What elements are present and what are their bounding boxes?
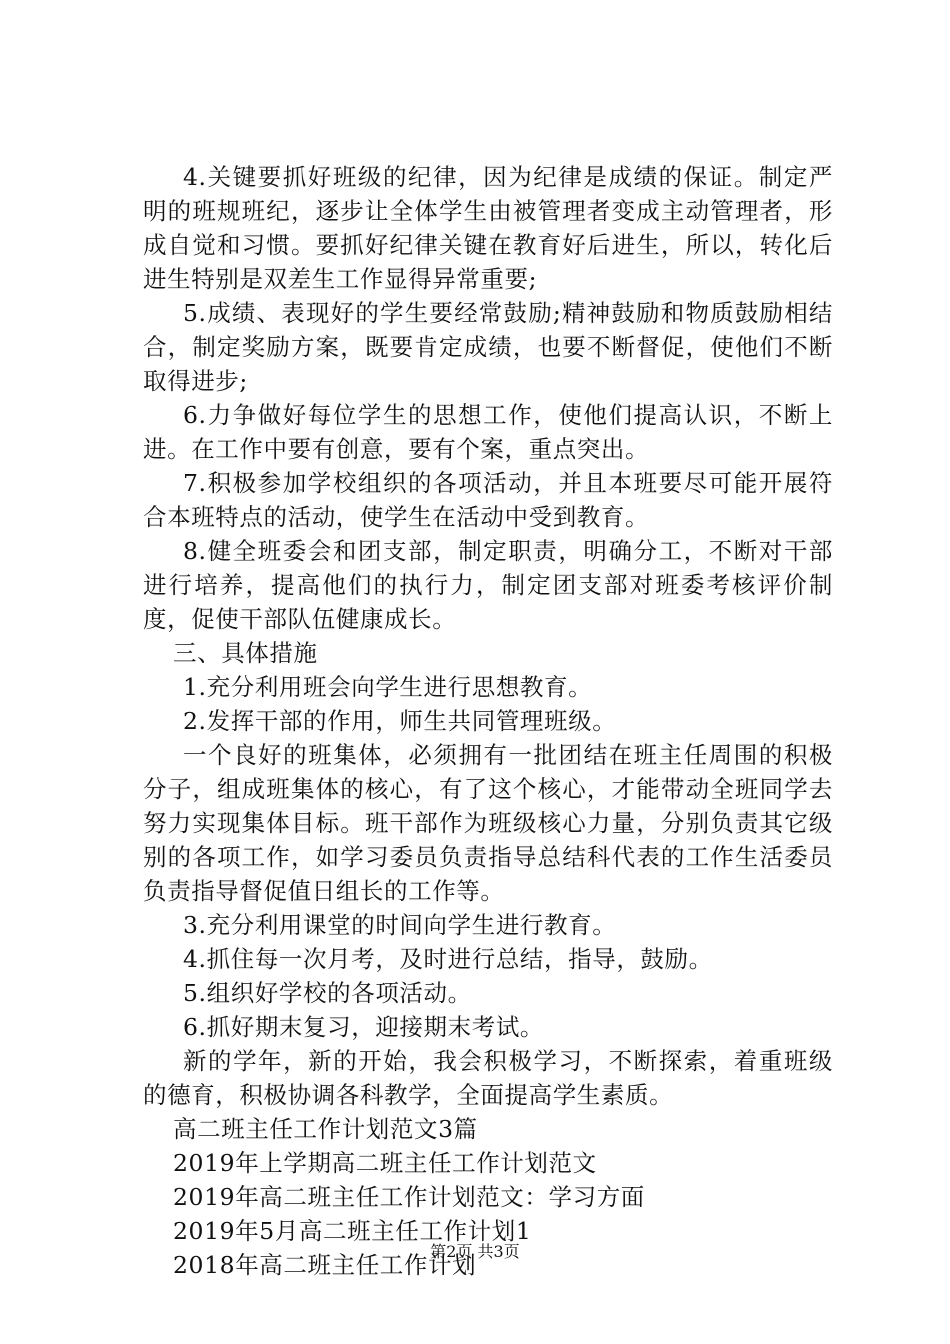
related-title-2: 2019年上学期高二班主任工作计划范文 <box>173 1149 597 1177</box>
paragraph-item-4-discipline: 4.关键要抓好班级的纪律，因为纪律是成绩的保证。制定严明的班规班纪，逐步让全体学生由被管理者变成主动管理者，形成自觉和习惯。要抓好纪律关键在教育好后进生，所以，转化后进生特别是双差生工作显得异常重要; <box>143 163 833 293</box>
paragraph-item-7-activities: 7.积极参加学校组织的各项活动，并且本班要尽可能开展符合本班特点的活动，使学生在活动中受到教育。 <box>143 469 833 531</box>
paragraph-class-collective: 一个良好的班集体，必须拥有一批团结在班主任周围的积极分子，组成班集体的核心，有了这个核心，才能带动全班同学去努力实现集体目标。班干部作为班级核心力量，分别负责其它级别的各项工作，如学习委员负责指导总结科代表的工作生活委员负责指导督促值日组长的工作等。 <box>143 741 833 905</box>
related-title-1: 高二班主任工作计划范文3篇 <box>173 1115 478 1143</box>
section-heading-measures: 三、具体措施 <box>173 639 318 667</box>
paragraph-measure-2: 2.发挥干部的作用，师生共同管理班级。 <box>183 707 617 735</box>
paragraph-measure-5: 5.组织好学校的各项活动。 <box>183 979 472 1007</box>
page-footer: 第2页 共3页 <box>430 1242 520 1261</box>
related-title-5: 2018年高二班主任工作计划 <box>173 1251 477 1279</box>
paragraph-item-8-committee: 8.健全班委会和团支部，制定职责，明确分工，不断对干部进行培养，提高他们的执行力，制定团支部对班委考核评价制度，促使干部队伍健康成长。 <box>143 537 833 633</box>
document-body <box>143 160 833 1282</box>
paragraph-measure-3: 3.充分利用课堂的时间向学生进行教育。 <box>183 911 617 939</box>
paragraph-item-6-ideology: 6.力争做好每位学生的思想工作，使他们提高认识，不断上进。在工作中要有创意，要有个案，重点突出。 <box>143 401 833 463</box>
paragraph-item-5-encourage: 5.成绩、表现好的学生要经常鼓励;精神鼓励和物质鼓励相结合，制定奖励方案，既要肯定成绩，也要不断督促，使他们不断取得进步; <box>143 299 833 395</box>
paragraph-measure-4: 4.抓住每一次月考，及时进行总结，指导，鼓励。 <box>183 945 713 973</box>
related-title-3: 2019年高二班主任工作计划范文：学习方面 <box>173 1183 645 1211</box>
paragraph-conclusion: 新的学年，新的开始，我会积极学习，不断探索，着重班级的德育，积极协调各科教学，全面提高学生素质。 <box>143 1047 833 1109</box>
related-title-4: 2019年5月高二班主任工作计划1 <box>173 1217 532 1245</box>
paragraph-measure-6: 6.抓好期末复习，迎接期末考试。 <box>183 1013 545 1041</box>
paragraph-measure-1: 1.充分利用班会向学生进行思想教育。 <box>183 673 593 701</box>
